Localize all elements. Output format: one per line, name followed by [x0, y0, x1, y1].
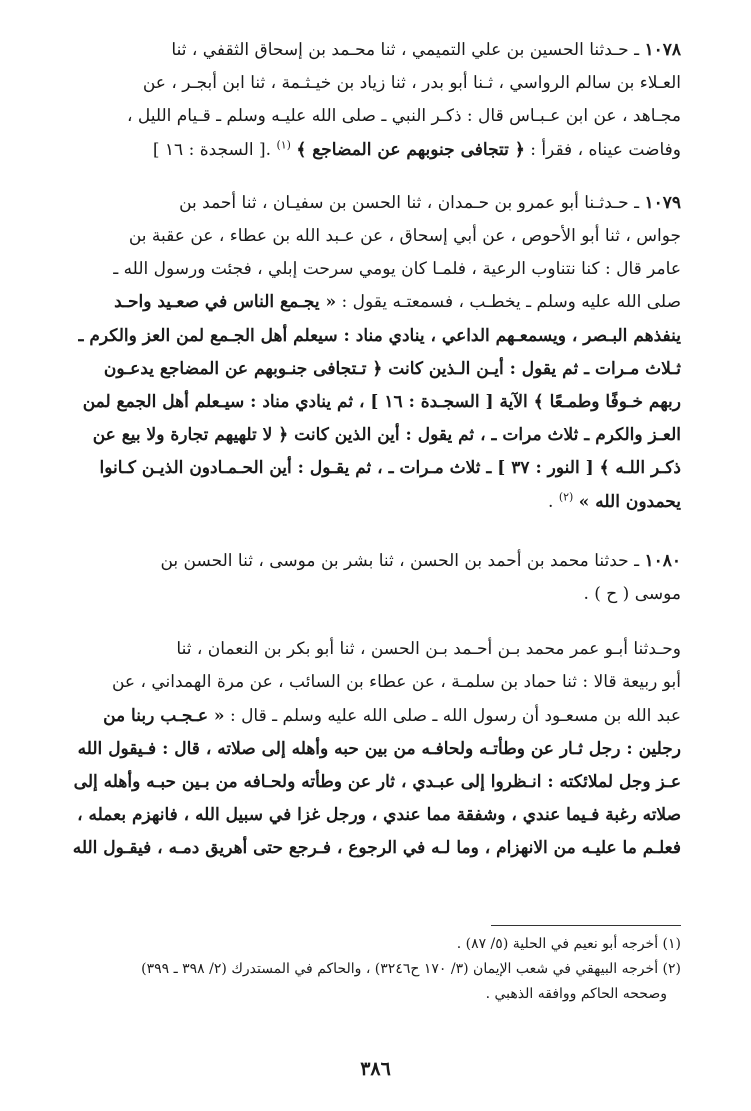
footnotes [70, 933, 681, 1008]
hadith-number: ١٠٨٠ [644, 550, 681, 571]
hadith-number: ١٠٧٨ [644, 40, 681, 60]
footnote-divider [491, 925, 681, 926]
text-line: مجـاهد ، عن ابن عـبـاس قال : ذكـر النبي ـ صلى الله عليـه وسلم ـ قـيام الليل ، [126, 106, 681, 127]
text-line: عبد الله بن مسعـود أن رسول الله ـ صلى الله عليه وسلم ـ قال : [229, 705, 681, 726]
prophetic-quote-line: يحمدون الله » [578, 491, 681, 512]
text-line: ـ حـدثـنا أبو عمرو بن حـمدان ، ثنا الحسن بن سفيـان ، ثنا أحمد بن [179, 192, 640, 213]
hadith-1079 [70, 187, 681, 519]
text-line: ـ حدثنا محمد بن أحمد بن الحسن ، ثنا بشر بن موسى ، ثنا الحسن بن [160, 550, 640, 571]
prophetic-quote-line: رجلين : رجل ثـار عن وطأتـه ولحافـه من بين حبه وأهله إلى صلاته ، قال : فـيقول الله [77, 738, 681, 759]
text-line: موسى ( ح ) . [583, 584, 681, 605]
prophetic-quote: « يجـمع الناس في صعـيد واحـد [114, 292, 337, 313]
footnote-2-continuation: وصححه الحاكم ووافقه الذهبي . [485, 986, 667, 1002]
text-line: العـلاء بن سالم الرواسي ، ثـنا أبو بدر ، ثنا زياد بن خيـثـمة ، ثنا ابن أبجـر ، عن [142, 73, 681, 94]
hadith-1078 [70, 34, 681, 167]
hadith-1080-second-chain [70, 633, 681, 865]
text-line: أبو ربيعة قالا : ثنا حماد بن سلمـة ، عن عطاء بن السائب ، عن مرة الهمداني ، عن [111, 672, 681, 693]
prophetic-quote-line: ينفذهم البـصر ، ويسمعـهم الداعي ، ينادي مناد : سيعلم أهل الجـمع لمن العز والكرم ـ [78, 325, 681, 346]
prophetic-quote: « عـجـب ربنا من [103, 705, 225, 726]
hadith-1080 [70, 545, 681, 611]
text-line: وحـدثنا أبـو عمر محمد بـن أحـمد بـن الحسن ، ثنا أبو بكر بن النعمان ، ثنا [176, 639, 681, 660]
prophetic-quote-line: صلاته رغبة فـيما عندي ، وشفقة مما عندي ، ورجل غزا في سبيل الله ، فانهزم بعمله ، [77, 805, 681, 826]
page-number: ٣٨٦ [360, 1058, 391, 1080]
prophetic-quote-line: العـز والكرم ـ ثلاث مرات ـ ، ثم يقول : أين الذين كانت ﴿ لا تلهيهم تجارة ولا بيع عن [92, 425, 681, 446]
text-line: وفاضت عيناه ، فقرأ : [530, 139, 681, 160]
text-line: ـ حـدثنا الحسين بن علي التميمي ، ثنا محـمد بن إسحاق الثقفي ، ثنا [171, 40, 640, 60]
prophetic-quote-line: ربهم خـوفًا وطمـعًا ﴾ الآية [ السجـدة : ١٦ ] ، ثم ينادي مناد : سيـعلم أهل الجمع لمن [82, 392, 681, 413]
footnote-1: (١) أخرجه أبو نعيم في الحلية (٥/ ٨٧) . [456, 936, 681, 952]
prophetic-quote-line: ذكـر اللـه ﴾ [ النور : ٣٧ ] ـ ثلاث مـرات ـ ، ثم يقـول : أين الحـمـادون الذيـن كـانوا [99, 458, 681, 479]
text-line: صلى الله عليه وسلم ـ يخطـب ، فسمعتـه يقول : [341, 292, 681, 313]
prophetic-quote-line: عـز وجل لملائكته : انـظروا إلى عبـدي ، ثار عن وطأته ولحـافه من بـين حبـه وأهله إلى [73, 772, 681, 793]
text-line: . [548, 491, 554, 512]
footnote-ref: (١) [276, 137, 291, 151]
text-line: عامر قال : كنا نتناوب الرعية ، فلمـا كان يومي سرحت إبلي ، فجئت ورسول الله ـ [113, 259, 681, 280]
text-line: جواس ، ثنا أبو الأحوص ، عن أبي إسحاق ، عن عـبد الله بن عطاء ، عن عقبة بن [128, 226, 681, 247]
prophetic-quote-line: ثـلاث مـرات ـ ثم يقول : أيـن الـذين كانت ﴿ تـتجافى جنـوبهم عن المضاجع يدعـون [103, 358, 681, 379]
quran-quote: ﴿ تتجافى جنوبهم عن المضاجع ﴾ [296, 139, 525, 160]
footnote-ref: (٢) [558, 489, 574, 503]
footnote-2: (٢) أخرجه البيهقي في شعب الإيمان (٣/ ١٧٠ ح٣٢٤٦) ، والحاكم في المستدرك (٢/ ٣٩٨ ـ ٣٩٩) [141, 961, 681, 977]
hadith-number: ١٠٧٩ [644, 192, 681, 213]
prophetic-quote-line: فعلـم ما عليـه من الانهزام ، وما لـه في الرجوع ، فـرجع حتى أهريق دمـه ، فيقـول الله [72, 838, 681, 859]
text-line: .[ السجدة : ١٦ ] [152, 139, 272, 160]
